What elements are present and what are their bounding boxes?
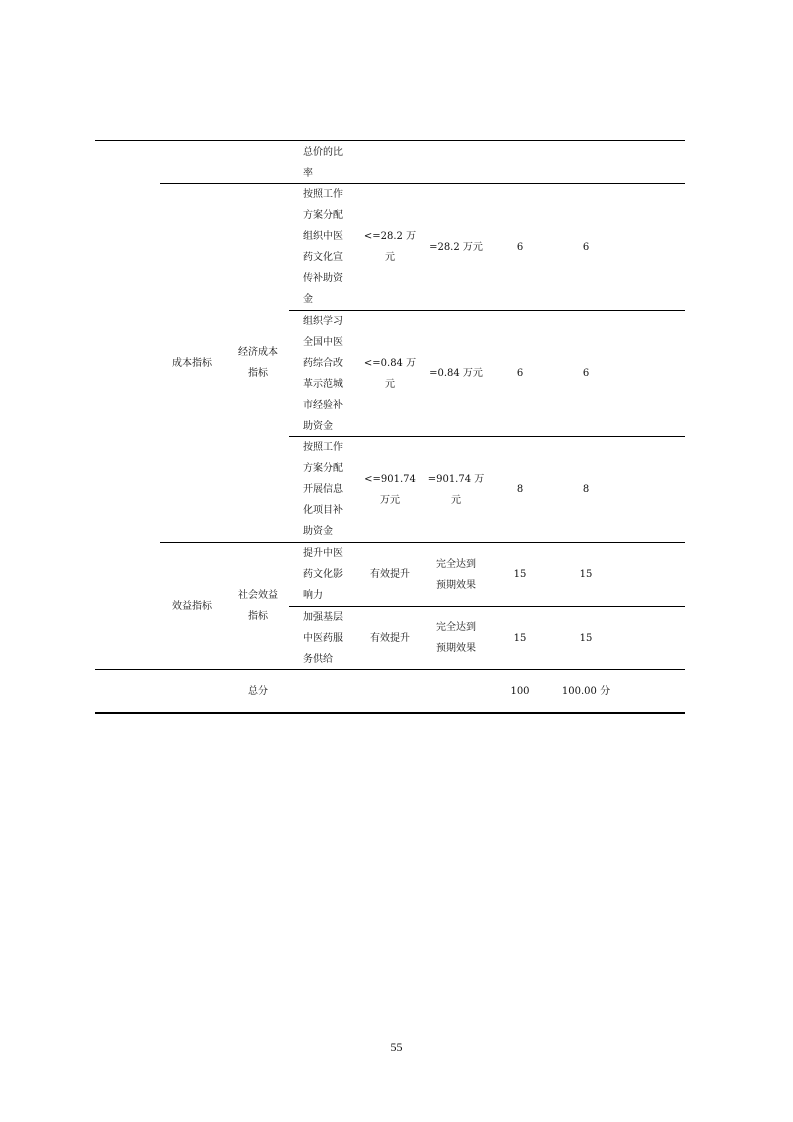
total-weight: 100 (510, 685, 530, 697)
indicator-cell: 总价的比 率 (303, 146, 343, 179)
actual-cell: =901.74 万 元 (427, 473, 485, 506)
weight-cell: 15 (513, 569, 527, 580)
actual-cell: =0.84 万元 (429, 368, 483, 379)
weight-cell: 6 (516, 241, 524, 253)
total-label: 总分 (248, 685, 268, 697)
indicator-cell: 按照工作 方案分配 组织中医 药文化宣 传补助资 金 (303, 189, 343, 305)
indicator-cell: 组织学习 全国中医 药综合改 革示范城 市经验补 助资金 (303, 315, 343, 432)
target-cell: <=28.2 万 元 (363, 231, 417, 263)
actual-cell: 完全达到 预期效果 (436, 558, 476, 591)
weight-cell: 8 (516, 484, 524, 495)
level2-social-benefit-label: 社会效益 指标 (238, 590, 278, 622)
level2-economic-cost-label: 经济成本 指标 (238, 347, 278, 379)
table-bottom-rule (95, 712, 685, 714)
target-cell: <=0.84 万 元 (363, 357, 417, 390)
weight-cell: 6 (516, 368, 524, 379)
target-cell: <=901.74 万元 (364, 473, 416, 506)
score-cell: 15 (579, 632, 593, 644)
page-number: 55 (390, 1040, 403, 1054)
score-cell: 15 (579, 569, 593, 580)
indicator-cell: 加强基层 中医药服 务供给 (303, 611, 343, 665)
score-cell: 6 (582, 368, 590, 379)
score-cell: 8 (582, 484, 590, 495)
weight-cell: 15 (513, 632, 527, 644)
level1-benefit-label: 效益指标 (172, 600, 212, 612)
indicator-cell: 提升中医 药文化影 响力 (303, 548, 343, 601)
level1-cost-label: 成本指标 (172, 357, 212, 369)
actual-cell: =28.2 万元 (429, 241, 483, 253)
total-score: 100.00 分 (561, 685, 611, 697)
score-cell: 6 (582, 241, 590, 253)
actual-cell: 完全达到 预期效果 (436, 622, 476, 654)
target-cell: 有效提升 (370, 569, 410, 580)
target-cell: 有效提升 (370, 632, 410, 644)
table-top-rule (95, 140, 685, 141)
indicator-cell: 按照工作 方案分配 开展信息 化项目补 助资金 (303, 442, 343, 537)
